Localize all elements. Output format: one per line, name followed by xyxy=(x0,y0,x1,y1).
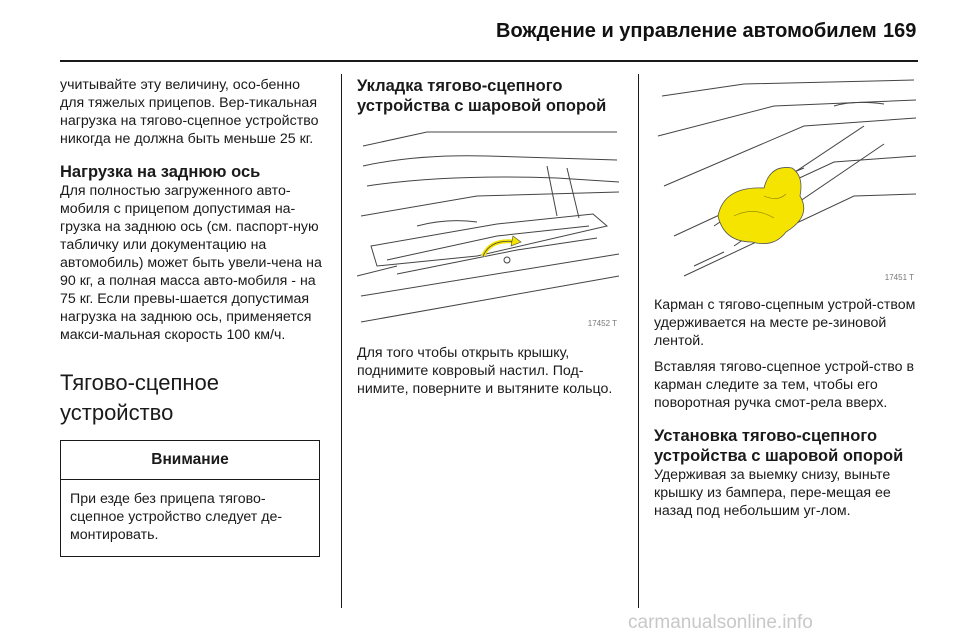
orientation-paragraph: Вставляя тягово-сцепное устрой-ство в карман следите за тем, чтобы его поворотная ручка смот-рела вверх. xyxy=(654,359,914,411)
section-title xyxy=(60,368,328,428)
column-middle xyxy=(357,76,627,398)
warning-box xyxy=(60,440,320,557)
towbar-bag-illustration xyxy=(654,76,920,286)
watermark: carmanualsonline.info xyxy=(628,612,813,633)
header-rule xyxy=(60,60,918,62)
warning-title: Внимание xyxy=(61,441,319,480)
figure-code-17452: 17452 T xyxy=(587,319,617,328)
section-title-line-1: Тягово-сцепное xyxy=(60,370,220,395)
column-right xyxy=(654,76,922,520)
install-heading: Установка тягово-сцепного устройства с шаровой опорой xyxy=(654,427,904,465)
bag-figure xyxy=(654,76,920,286)
rear-axle-paragraph: Для полностью загруженного авто-мобиля с прицепом допустимая на-грузка на заднюю ось (см. паспорт-ную табличку или документацию на автомобиль) может быть увели-чена на 90 кг, а полная масса авто-мобиля - на 75 кг. Если превы-шается допустимая нагрузка на заднюю ось, применяется макси-мальная скорость 100 км/ч. xyxy=(60,183,322,343)
towbar-bag-highlight xyxy=(718,167,804,243)
column-divider-1 xyxy=(341,74,342,608)
install-paragraph: Удерживая за выемку снизу, выньте крышку из бампера, пере-мещая ее назад под небольшим уг-лом. xyxy=(654,467,891,519)
warning-text: При езде без прицепа тягово-сцепное устройство следует де-монтировать. xyxy=(70,491,283,543)
trunk-floor-illustration xyxy=(357,126,623,332)
page-number: 169 xyxy=(883,20,917,42)
bag-paragraph: Карман с тягово-сцепным устрой-ством удерживается на месте ре-зиновой лентой. xyxy=(654,297,916,349)
column-left xyxy=(60,76,328,557)
section-title-line-2: устройство xyxy=(60,400,174,425)
intro-paragraph: учитывайте эту величину, осо-бенно для тяжелых прицепов. Вер-тикальная нагрузка на тягово-сцепное устройство никогда не должна быть меньше 25 кг. xyxy=(60,77,319,147)
header-title: Вождение и управление автомобилем xyxy=(496,20,877,42)
page-header xyxy=(0,0,960,58)
storage-caption: Для того чтобы открыть крышку, поднимите ковровый настил. Под-нимите, поверните и вытяните кольцо. xyxy=(357,345,613,397)
figure-code-17451: 17451 T xyxy=(884,273,914,282)
storage-heading: Укладка тягово-сцепного устройства с шаровой опорой xyxy=(357,77,607,115)
rear-axle-heading: Нагрузка на заднюю ось xyxy=(60,163,261,181)
trunk-floor-figure xyxy=(357,126,623,332)
column-divider-2 xyxy=(638,74,639,608)
